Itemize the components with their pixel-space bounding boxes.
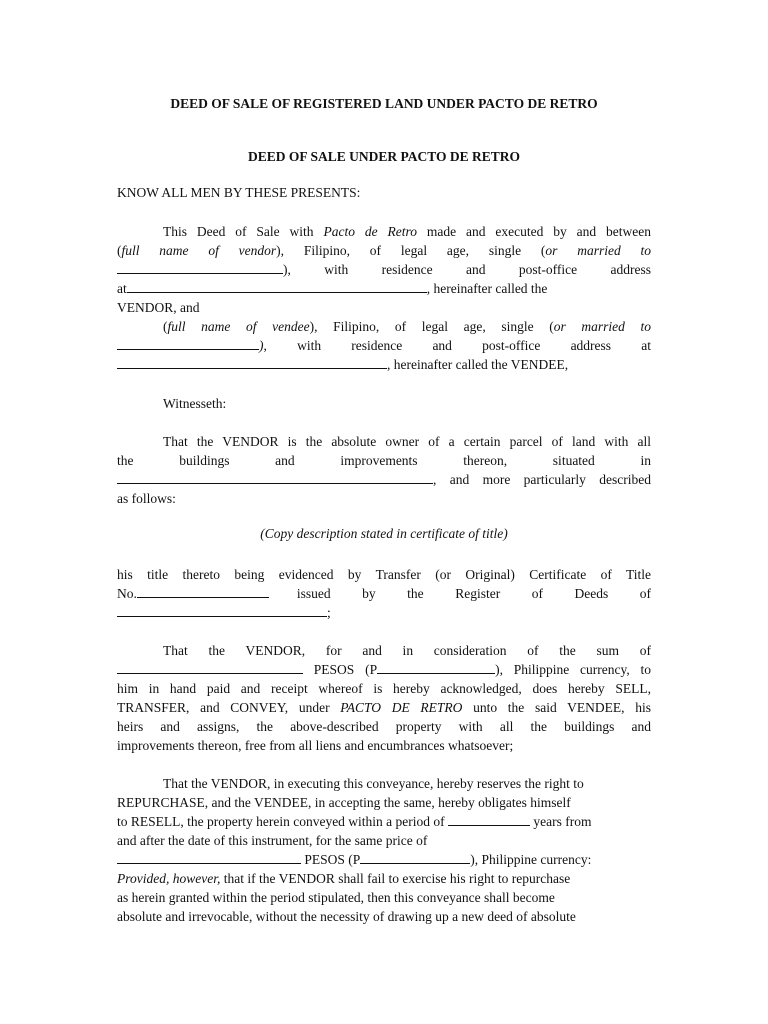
- blank-field[interactable]: [137, 585, 269, 598]
- opening-line: KNOW ALL MEN BY THESE PRESENTS:: [117, 185, 361, 200]
- blank-field[interactable]: [117, 471, 433, 484]
- blank-field[interactable]: [117, 604, 327, 617]
- p3-line1: his title thereto being evidenced by Transfer (or Original) Certificate of Title: [117, 567, 651, 582]
- copy-description-note: (Copy description stated in certificate of title): [260, 526, 508, 541]
- document-subtitle: DEED OF SALE UNDER PACTO DE RETRO: [247, 149, 521, 164]
- p3-line2: No. issued by the Register of Deeds of: [117, 586, 651, 601]
- blank-field[interactable]: [448, 813, 530, 826]
- p1-line2: (full name of vendor), Filipino, of legal age, single (or married to: [117, 243, 651, 258]
- blank-field[interactable]: [360, 851, 470, 864]
- p5-line2: REPURCHASE, and the VENDEE, in accepting the same, hereby obligates himself: [117, 795, 571, 810]
- blank-field[interactable]: [127, 280, 427, 293]
- p2-line2: the buildings and improvements thereon, situated in: [117, 453, 651, 468]
- blank-field[interactable]: [117, 261, 283, 274]
- p4-line6: improvements thereon, free from all liens and encumbrances whatsoever;: [117, 738, 514, 753]
- p5-line7: as herein granted within the period stipulated, then this conveyance shall become: [117, 890, 555, 905]
- p4-line5: heirs and assigns, the above-described property with all the buildings and: [117, 719, 651, 734]
- p1-line6: (full name of vendee), Filipino, of legal age, single (or married to: [163, 319, 651, 334]
- p5-line4: and after the date of this instrument, for the same price of: [117, 833, 428, 848]
- p2-line4: as follows:: [117, 491, 176, 506]
- p5-line6: Provided, however, that if the VENDOR shall fail to exercise his right to repurchase: [117, 871, 571, 886]
- p1-line5: VENDOR, and: [117, 300, 200, 315]
- p3-line3: ;: [117, 603, 651, 622]
- p1-line1: This Deed of Sale with Pacto de Retro made and executed by and between: [163, 224, 651, 239]
- p2-line1: That the VENDOR is the absolute owner of a certain parcel of land with all: [163, 434, 651, 449]
- blank-field[interactable]: [117, 356, 387, 369]
- p4-line3: him in hand paid and receipt whereof is hereby acknowledged, does hereby SELL,: [117, 681, 651, 696]
- document-title: DEED OF SALE OF REGISTERED LAND UNDER PACTO DE RETRO: [170, 96, 598, 111]
- p5-line5: PESOS (P ), Philippine currency:: [117, 850, 651, 869]
- blank-field[interactable]: [117, 661, 303, 674]
- p5-line3: to RESELL, the property herein conveyed within a period of years from: [117, 814, 592, 829]
- p5-line8: absolute and irrevocable, without the necessity of drawing up a new deed of absolute: [117, 909, 576, 924]
- blank-field[interactable]: [117, 337, 259, 350]
- blank-field[interactable]: [117, 851, 301, 864]
- p4-line1: That the VENDOR, for and in consideration of the sum of: [163, 643, 651, 658]
- witnesseth: Witnesseth:: [163, 396, 227, 411]
- p4-line2: PESOS (P ), Philippine currency, to: [117, 660, 651, 679]
- p1-line7: ), with residence and post-office address at: [117, 336, 651, 355]
- p1-line4: at , hereinafter called the: [117, 281, 548, 296]
- p5-line1: That the VENDOR, in executing this conveyance, hereby reserves the right to: [163, 776, 584, 791]
- p1-line8: , hereinafter called the VENDEE,: [117, 355, 651, 374]
- blank-field[interactable]: [377, 661, 495, 674]
- p2-line3: , and more particularly described: [117, 470, 651, 489]
- p4-line4: TRANSFER, and CONVEY, under PACTO DE RETRO unto the said VENDEE, his: [117, 700, 651, 715]
- p1-line3: ), with residence and post-office address: [117, 260, 651, 279]
